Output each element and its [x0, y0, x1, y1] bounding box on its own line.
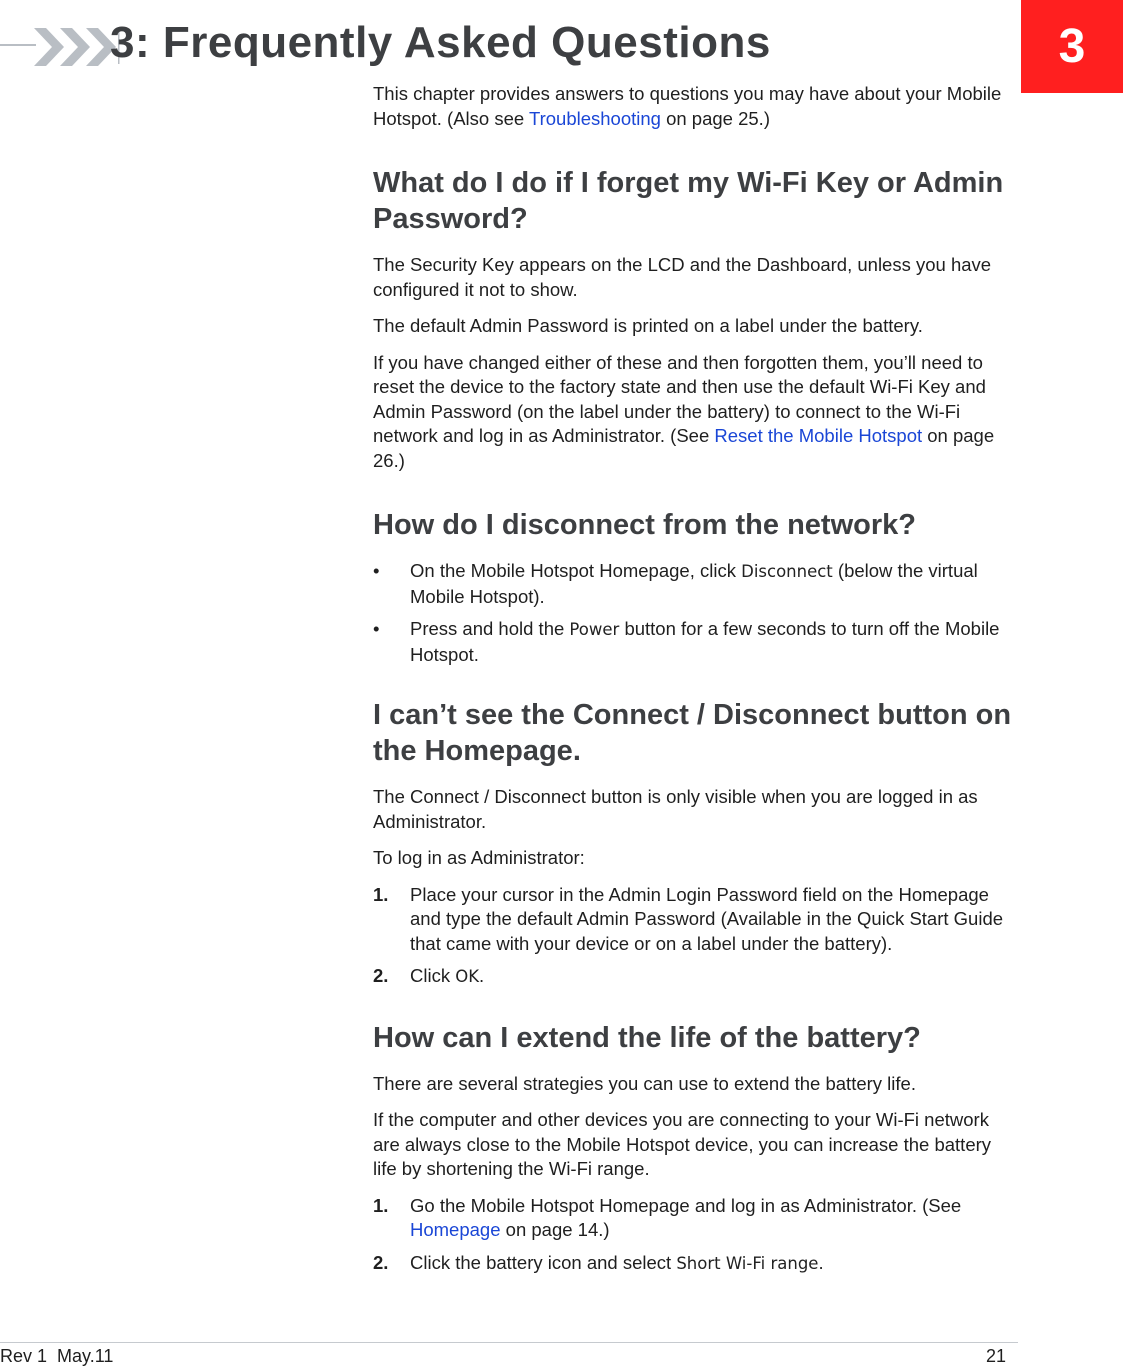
- troubleshooting-link[interactable]: Troubleshooting: [528, 107, 661, 129]
- list-item: 2. Click OK.: [373, 964, 1013, 990]
- list-item: • On the Mobile Hotspot Homepage, click Disconnect (below the virtual Mobile Hotspot).: [373, 560, 978, 607]
- section-heading-battery: How can I extend the life of the battery?: [373, 1021, 921, 1054]
- section-heading-connect-button: I can’t see the Connect / Disconnect button on the Homepage.: [373, 699, 1012, 767]
- list-item: • Press and hold the Power button for a few seconds to turn off the Mobile Hotspot.: [373, 618, 1000, 665]
- ui-term-short-wifi-range: Short Wi-Fi range: [676, 1253, 819, 1273]
- bullet-icon: •: [373, 618, 380, 639]
- chapter-intro: This chapter provides answers to questions you may have about your Mobile Hotspot. (Also see Troubleshooting on page 25.): [373, 83, 1002, 129]
- paragraph: There are several strategies you can use to extend the battery life.: [373, 1072, 916, 1094]
- page-title: 3: Frequently Asked Questions: [110, 18, 771, 67]
- bullet-icon: •: [373, 560, 380, 581]
- bullet-list: [373, 559, 1013, 667]
- step-number: 1.: [373, 1194, 389, 1216]
- homepage-link[interactable]: Homepage: [410, 1219, 501, 1240]
- paragraph: If you have changed either of these and then forgotten them, you’ll need to reset the device to the factory state and then use the default Wi-Fi Key and Admin Password (on the label under the battery) to connect to the Wi-Fi network and log in as Administrator. (See Reset the Mobile Hotspot on page 26.): [373, 351, 995, 471]
- chapter-number-tab: 3: [1021, 0, 1123, 93]
- footer-revision: Rev 1 May.11: [0, 1346, 114, 1366]
- chapter-content: [373, 82, 1013, 1286]
- ui-term-disconnect: Disconnect: [741, 562, 833, 581]
- numbered-steps: [373, 883, 1013, 990]
- ui-term-power: Power: [569, 620, 620, 639]
- paragraph: The Security Key appears on the LCD and the Dashboard, unless you have configured it not to show.: [373, 254, 992, 300]
- section-heading-forgot-password: What do I do if I forget my Wi-Fi Key or Admin Password?: [373, 167, 1004, 235]
- paragraph: To log in as Administrator:: [373, 847, 585, 868]
- section-heading-disconnect: How do I disconnect from the network?: [373, 509, 916, 541]
- paragraph: The Connect / Disconnect button is only visible when you are logged in as Administrator.: [373, 786, 978, 832]
- step-number: 2.: [373, 1251, 389, 1273]
- chapter-chevrons-icon: [30, 24, 120, 70]
- paragraph: If the computer and other devices you are connecting to your Wi-Fi network are always close to the Mobile Hotspot device, you can increase the battery life by shortening the Wi-Fi range.: [373, 1109, 992, 1179]
- paragraph: The default Admin Password is printed on a label under the battery.: [373, 315, 923, 336]
- list-item: 1. Place your cursor in the Admin Login Password field on the Homepage and type the default Admin Password (Available in the Quick Start Guide that came with your device or on a label under the battery).: [373, 883, 1004, 954]
- footer-rule: [0, 1342, 1018, 1343]
- ui-term-ok: OK: [455, 967, 480, 986]
- step-number: 1.: [373, 883, 389, 905]
- reset-hotspot-link[interactable]: Reset the Mobile Hotspot: [714, 425, 923, 446]
- step-number: 2.: [373, 965, 389, 986]
- page-number: 21: [986, 1346, 1007, 1366]
- list-item: 2. Click the battery icon and select Short Wi-Fi range.: [373, 1251, 1013, 1277]
- list-item: 1. Go the Mobile Hotspot Homepage and log in as Administrator. (See Homepage on page 14.): [373, 1194, 962, 1240]
- numbered-steps: [373, 1194, 1013, 1277]
